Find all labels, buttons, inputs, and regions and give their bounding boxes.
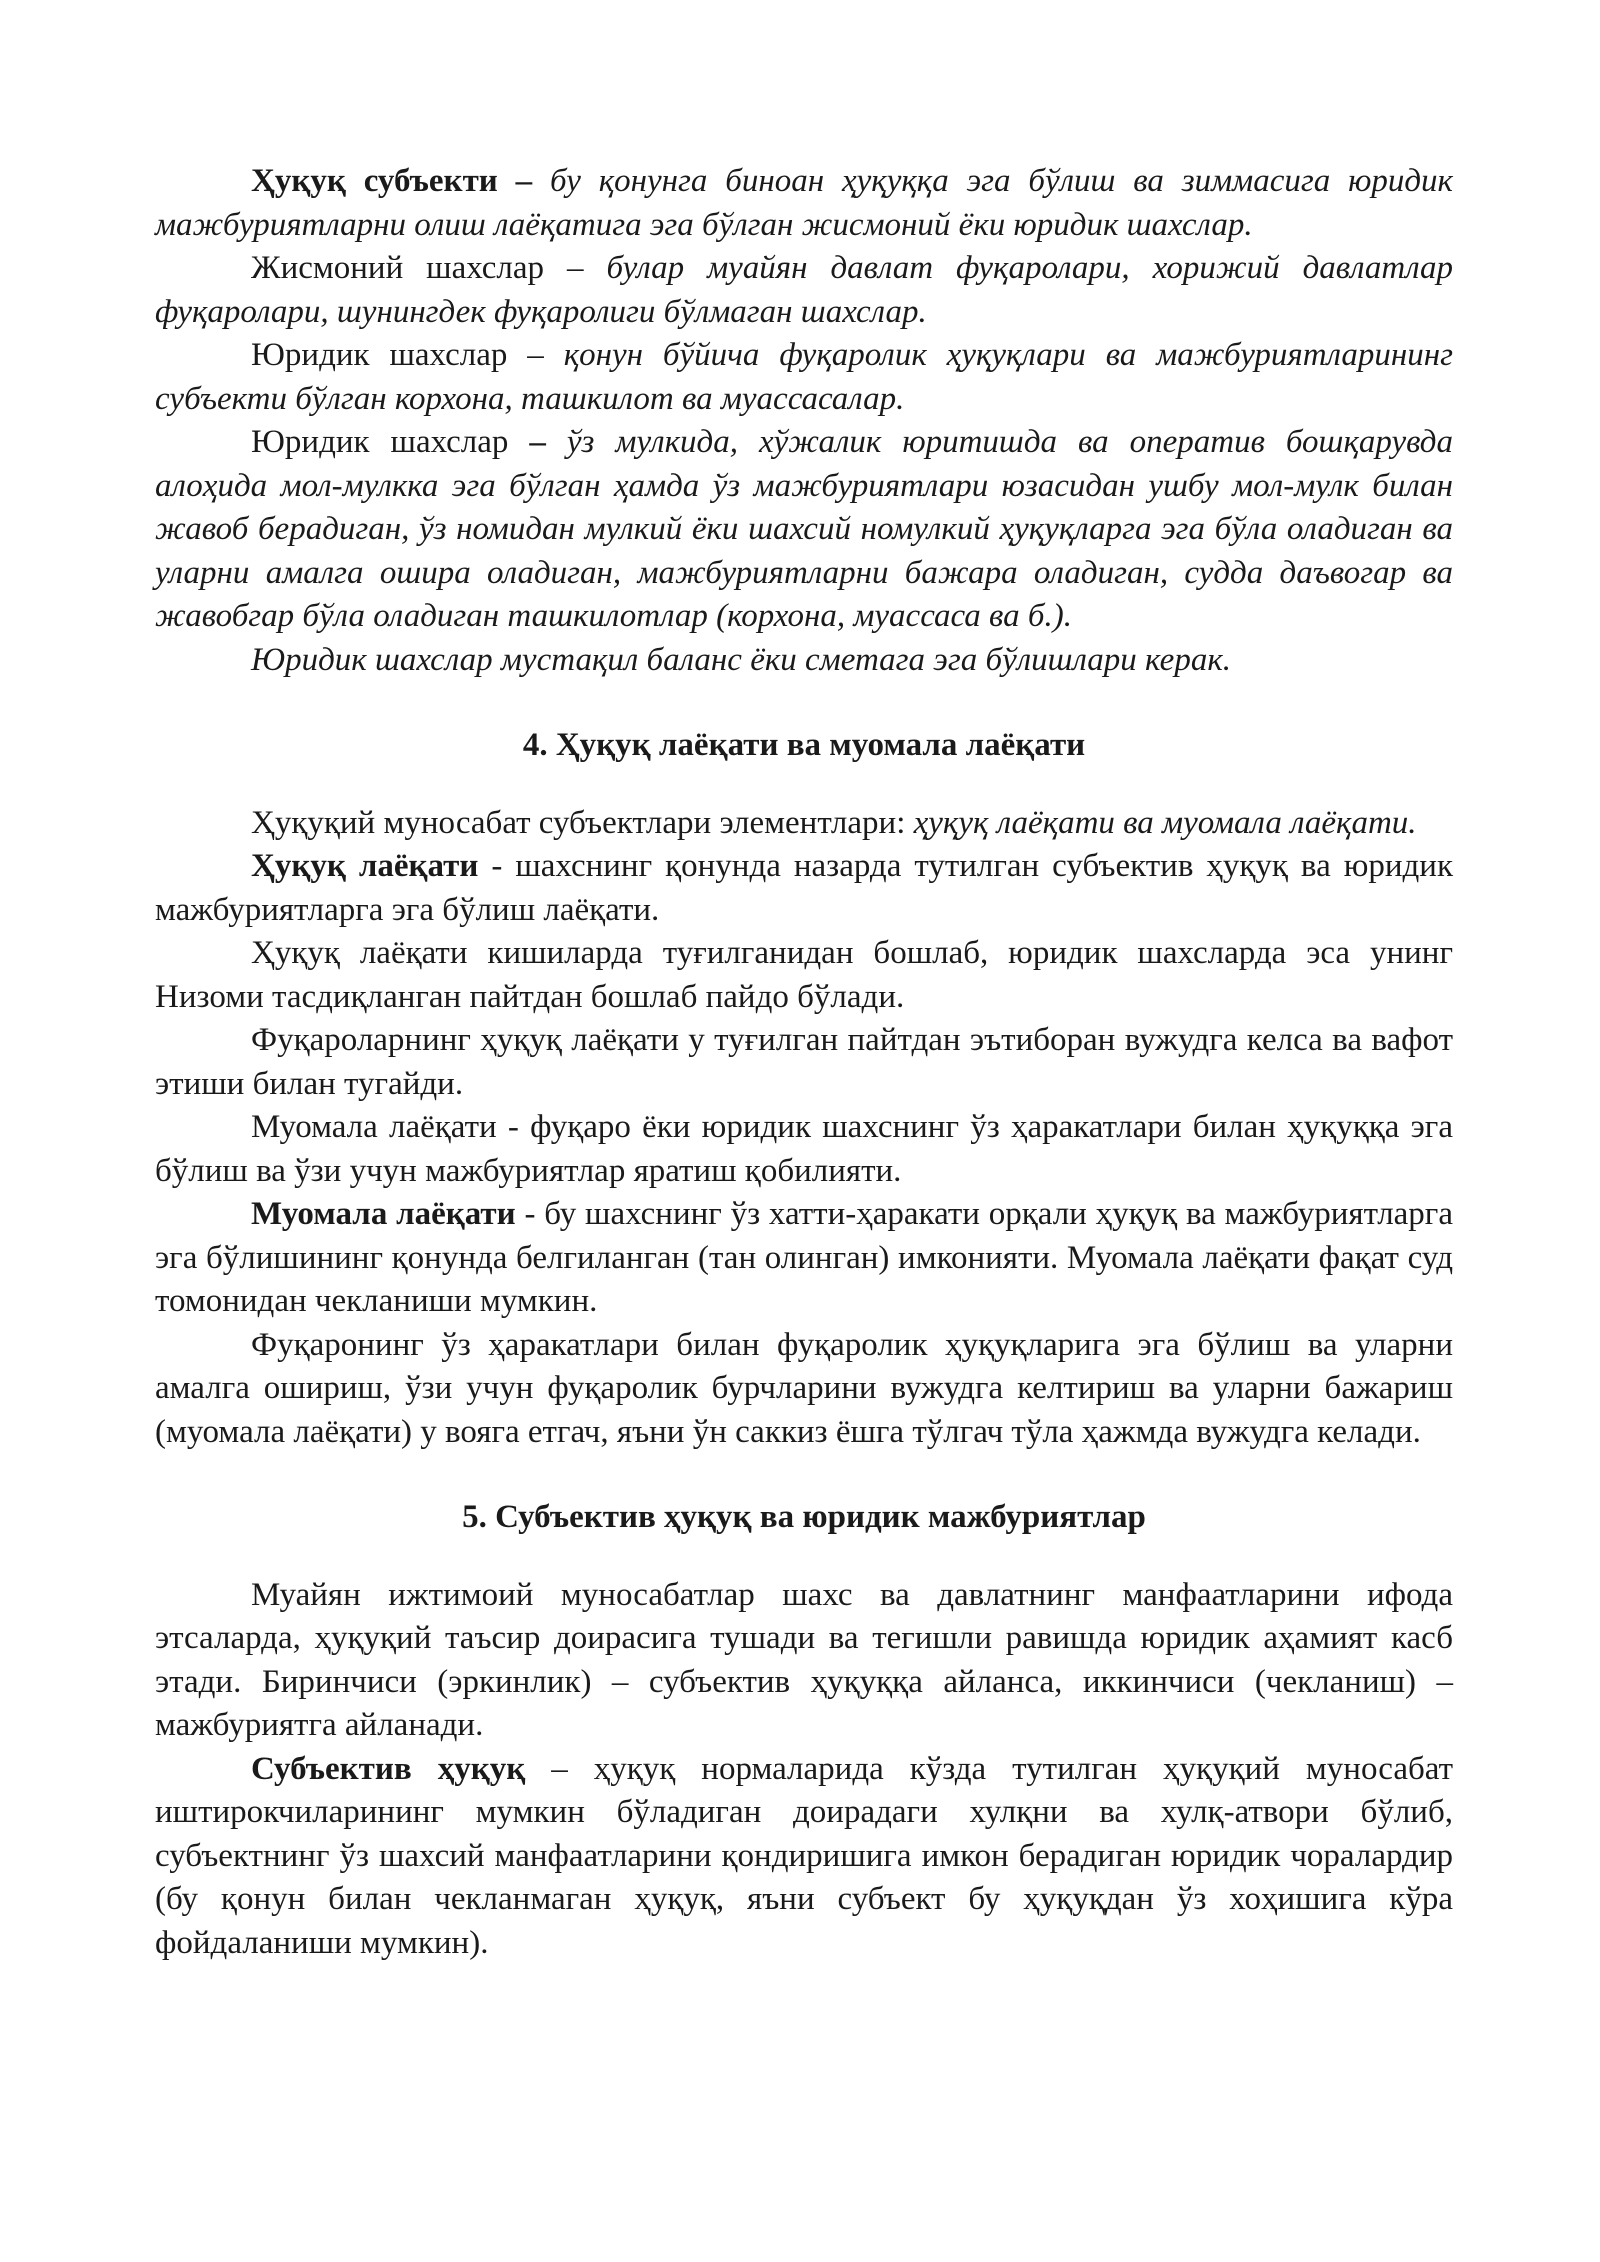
text-plain: – ҳуқуқ нормаларида кўзда тутилган ҳуқуқий муносабат иштирокчиларининг мумкин бўладиган доирадаги хулқни ва хулқ-атвори бўлиб, субъектнинг ўз шахсий манфаатларини қондиришига имкон берадиган юридик чоралардир (бу қонун билан чекланмаган ҳуқуқ, яъни субъект бу ҳуқуқдан ўз хоҳишига кўра фойдаланиши мумкин). <box>155 1750 1453 1961</box>
term-plain: Юридик шахслар <box>251 424 530 460</box>
definition-natural-persons <box>155 247 1453 334</box>
definition-italic: ўз мулкида, хўжалик юритишда ва оператив бошқарувда алоҳида мол-мулкка эга бўлган ҳамда ўз мажбуриятлари юзасидан ушбу мол-мулк билан жавоб берадиган, ўз номидан мулкий ёки шахсий номулкий ҳуқуқларга эга бўла оладиган ва уларни амалга ошира оладиган, мажбуриятларни бажара оладиган, судда даъвогар ва жавобгар бўла оладиган ташкилотлар (корхона, муассаса ва б.). <box>155 424 1453 634</box>
term-bold: Ҳуқуқ субъекти – <box>251 163 533 199</box>
section-5-paragraph <box>155 1574 1453 1748</box>
text-plain: Муайян ижтимоий муносабатлар шахс ва давлатнинг манфаатларини ифода этсаларда, ҳуқуқий таъсир доирасига тушади ва тегишли равишда юридик аҳамият касб этади. Биринчиси (эркинлик) – субъектив ҳуқуққа айланса, иккинчиси (чекланиш) – мажбуриятга айланади. <box>155 1576 1453 1743</box>
section-4-paragraph <box>155 1193 1453 1324</box>
legal-entities-balance-note <box>155 639 1453 683</box>
section-5-heading: 5. Субъектив ҳуқуқ ва юридик мажбуриятлар <box>462 1499 1146 1535</box>
text-plain: Муомала лаёқати - фуқаро ёки юридик шахснинг ўз ҳаракатлари билан ҳуқуққа эга бўлиш ва ўзи учун мажбуриятлар яратиш қобилияти. <box>155 1109 1453 1189</box>
section-4-paragraph <box>155 1106 1453 1193</box>
definition-italic: бу қонунга биноан ҳуқуққа эга бўлиш ва зиммасига юридик мажбуриятларни олиш лаёқатига эга бўлган жисмоний ёки юридик шахслар. <box>155 163 1453 243</box>
section-4-paragraph <box>155 1324 1453 1455</box>
definition-italic: қонун бўйича фуқаролик ҳуқуқлари ва мажбуриятларининг субъекти бўлган корхона, ташкилот ва муассасалар. <box>155 337 1453 417</box>
section-4-paragraph <box>155 845 1453 932</box>
term-plain: Юридик шахслар – <box>251 337 564 373</box>
document-page <box>155 160 1453 1965</box>
section-4-paragraph <box>155 932 1453 1019</box>
term-bold: Субъектив ҳуқуқ <box>251 1750 526 1787</box>
text-plain: Фуқаронинг ўз ҳаракатлари билан фуқаролик ҳуқуқларига эга бўлиш ва уларни амалга ошириш, ўзи учун фуқаролик бурчларини вужудга келтириш ва уларни бажариш (муомала лаёқати) у вояга етгач, яъни ўн саккиз ёшга тўлгач тўла ҳажмда вужудга келади. <box>155 1326 1453 1450</box>
definition-legal-entities-extended <box>155 421 1453 639</box>
term-plain: Жисмоний шахслар – <box>251 250 607 286</box>
section-5-paragraph <box>155 1748 1453 1966</box>
text-plain: Фуқароларнинг ҳуқуқ лаёқати у туғилган пайтдан эътиборан вужудга келса ва вафот этиши билан тугайди. <box>155 1022 1453 1102</box>
text-plain: Ҳуқуқий муносабат субъектлари элементлари: <box>251 804 914 841</box>
definition-subject-of-law <box>155 160 1453 247</box>
text-plain: - шахснинг қонунда назарда тутилган субъектив ҳуқуқ ва юридик мажбуриятларга эга бўлиш лаёқати. <box>155 848 1453 928</box>
definition-legal-entities <box>155 334 1453 421</box>
section-4-heading: 4. Ҳуқуқ лаёқати ва муомала лаёқати <box>522 727 1086 763</box>
term-bold: Муомала лаёқати <box>251 1196 516 1232</box>
text-italic: ҳуқуқ лаёқати ва муомала лаёқати. <box>913 804 1417 841</box>
section-4-paragraph <box>155 802 1453 846</box>
text-plain: - бу шахснинг ўз хатти-ҳаракати орқали ҳуқуқ ва мажбуриятларга эга бўлишининг қонунда белгиланган (тан олинган) имконияти. Муомала лаёқати фақат суд томонидан чекланиши мумкин. <box>155 1196 1453 1319</box>
dash-bold: – <box>529 424 546 460</box>
definition-italic: булар муайян давлат фуқаролари, хорижий давлатлар фуқаролари, шунингдек фуқаролиги бўлмаган шахслар. <box>155 250 1453 330</box>
note-italic: Юридик шахслар мустақил баланс ёки сметага эга бўлишлари керак. <box>251 641 1232 678</box>
term-bold: Ҳуқуқ лаёқати <box>251 848 479 884</box>
text-plain: Ҳуқуқ лаёқати кишиларда туғилганидан бошлаб, юридик шахсларда эса унинг Низоми тасдиқланган пайтдан бошлаб пайдо бўлади. <box>155 935 1453 1015</box>
section-4-paragraph <box>155 1019 1453 1106</box>
